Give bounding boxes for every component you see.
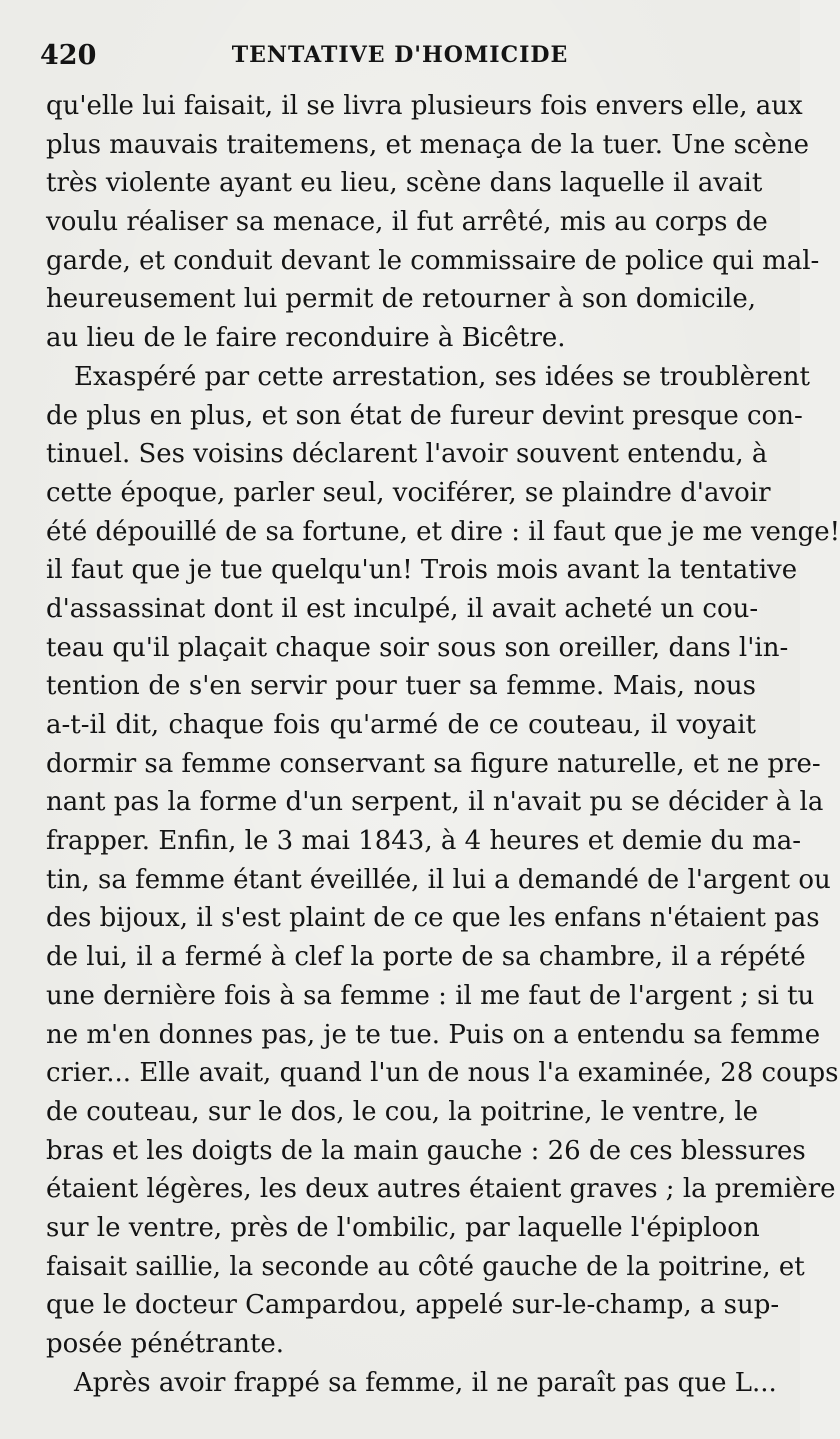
text-line: heureusement lui permit de retourner à son domicile, (46, 284, 756, 315)
text-line: tention de s'en servir pour tuer sa femme. Mais, nous (46, 671, 756, 702)
text-line: cette époque, parler seul, vociférer, se plaindre d'avoir (46, 477, 771, 508)
text-line: que le docteur Campardou, appelé sur-le-champ, a sup- (46, 1290, 780, 1321)
text-line: plus mauvais traitemens, et menaça de la tuer. Une scène (46, 129, 810, 160)
text-line: de lui, il a fermé à clef la porte de sa chambre, il a répété (46, 942, 806, 973)
paragraph-2 (46, 358, 840, 1364)
text-line: nant pas la forme d'un serpent, il n'avait pu se décider à la (46, 787, 824, 818)
text-line: garde, et conduit devant le commissaire de police qui mal- (46, 245, 820, 276)
text-line: teau qu'il plaçait chaque soir sous son oreiller, dans l'in- (46, 632, 789, 663)
text-line: crier... Elle avait, quand l'un de nous l'a examinée, 28 coups (46, 1058, 839, 1089)
text-line: tinuel. Ses voisins déclarent l'avoir souvent entendu, à (46, 439, 768, 470)
text-line: il faut que je tue quelqu'un! Trois mois avant la tentative (46, 555, 798, 586)
text-line: Après avoir frappé sa femme, il ne paraît pas que L... (74, 1367, 777, 1398)
text-line: de couteau, sur le dos, le cou, la poitrine, le ventre, le (46, 1096, 759, 1127)
text-line: tin, sa femme étant éveillée, il lui a demandé de l'argent ou (46, 864, 831, 895)
text-line: été dépouillé de sa fortune, et dire : il faut que je me venge! (46, 516, 840, 547)
page-header (32, 40, 768, 80)
text-line: des bijoux, il s'est plaint de ce que les enfans n'étaient pas (46, 903, 820, 934)
text-line: voulu réaliser sa menace, il fut arrêté, mis au corps de (46, 207, 768, 238)
text-line: au lieu de le faire reconduire à Bicêtre. (46, 323, 566, 354)
text-line: a-t-il dit, chaque fois qu'armé de ce couteau, il voyait (46, 710, 756, 740)
text-line: frapper. Enfin, le 3 mai 1843, à 4 heures et demie du ma- (46, 826, 802, 857)
page-number: 420 (40, 40, 97, 71)
text-line: Exaspéré par cette arrestation, ses idées se troublèrent (74, 361, 810, 392)
text-line: de plus en plus, et son état de fureur devint presque con- (46, 400, 803, 431)
text-line: d'assassinat dont il est inculpé, il avait acheté un cou- (46, 593, 759, 624)
text-line: étaient légères, les deux autres étaient graves ; la première (46, 1174, 836, 1205)
text-line: sur le ventre, près de l'ombilic, par laquelle l'épiploon (46, 1212, 760, 1243)
text-line: bras et les doigts de la main gauche : 26 de ces blessures (46, 1135, 806, 1166)
text-line: dormir sa femme conservant sa figure naturelle, et ne pre- (46, 748, 821, 779)
text-line: très violente ayant eu lieu, scène dans laquelle il avait (46, 168, 763, 199)
body-text (46, 87, 840, 1402)
text-line: une dernière fois à sa femme : il me faut de l'argent ; si tu (46, 980, 815, 1011)
text-line: qu'elle lui faisait, il se livra plusieurs fois envers elle, aux (46, 91, 803, 121)
text-line: posée pénétrante. (46, 1329, 285, 1359)
paragraph-1 (46, 87, 820, 358)
running-title: TENTATIVE D'HOMICIDE (231, 42, 569, 68)
paragraph-3 (46, 1364, 777, 1403)
text-line: faisait saillie, la seconde au côté gauche de la poitrine, et (46, 1251, 805, 1282)
text-line: ne m'en donnes pas, je te tue. Puis on a entendu sa femme (46, 1019, 821, 1050)
